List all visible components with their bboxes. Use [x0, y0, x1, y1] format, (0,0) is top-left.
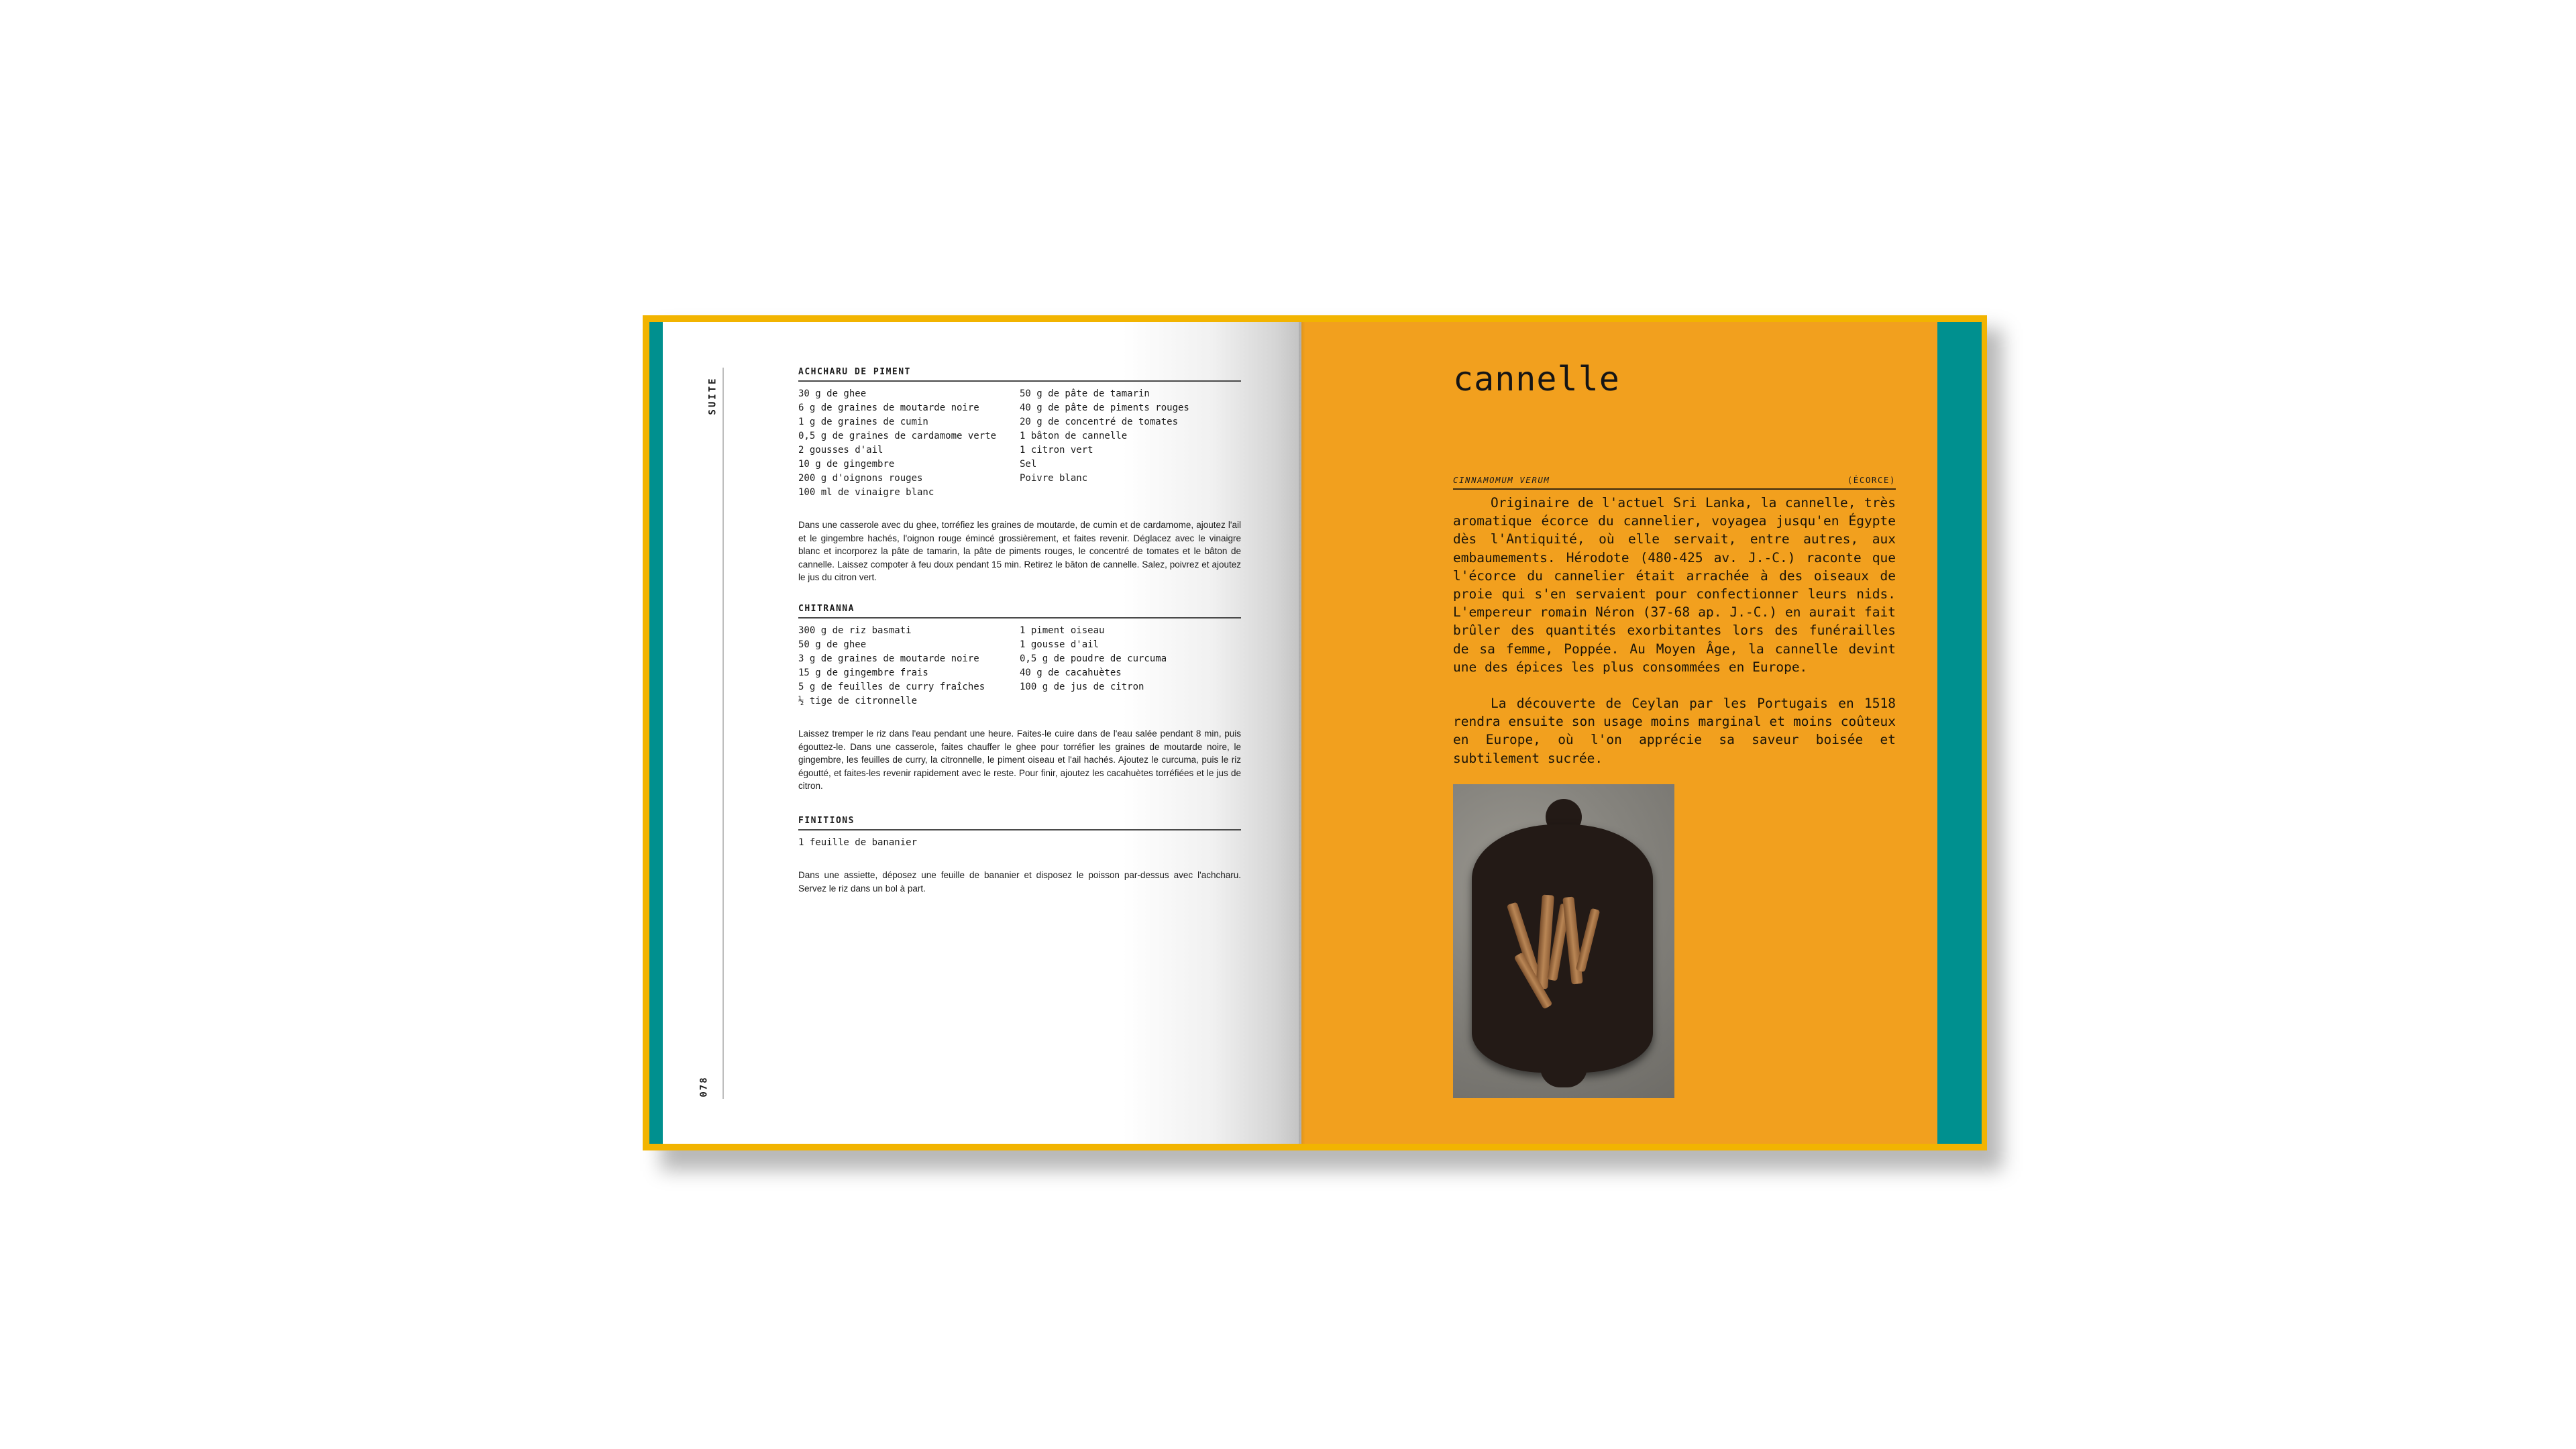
ingredient: 200 g d'oignons rouges: [798, 473, 923, 484]
description-paragraph: Originaire de l'actuel Sri Lanka, la cannelle, très aromatique écorce du cannelier, voyagea jusqu'en Égypte dès l'Antiquité, où elle servait, entre autres, aux embaumements. Hérodote (480-425 av. J.-C.) raconte que l'écorce du cannelier était arrachée à des oiseaux de proie qui s'en servaient pour confectionner leurs nids. L'empereur romain Néron (37-68 ap. J.-C.) en aurait fait brûler des quantités exorbitantes lors des funérailles de sa femme, Poppée. Au Moyen Âge, la cannelle devint une des épices les plus consommées en Europe.: [1453, 495, 1896, 675]
ingredient: 100 g de jus de citron: [1020, 682, 1144, 692]
plant-part: (ÉCORCE): [1847, 475, 1896, 485]
cinnamon-photo: [1453, 784, 1674, 1098]
ingredient: 1 gousse d'ail: [1020, 639, 1099, 650]
ingredient: 300 g de riz basmati: [798, 625, 912, 636]
ingredient: 100 ml de vinaigre blanc: [798, 487, 934, 498]
ingredient-column: [798, 624, 1020, 708]
ingredient: 2 gousses d'ail: [798, 445, 883, 455]
page-number: [694, 1073, 723, 1100]
ingredient: 15 g de gingembre frais: [798, 667, 928, 678]
ingredient-list: [798, 387, 1241, 500]
recipe-section-chitranna: [798, 604, 1241, 793]
ingredient: 0,5 g de graines de cardamome verte: [798, 431, 997, 441]
ingredient-column: [1020, 387, 1241, 500]
ingredient: 1 g de graines de cumin: [798, 417, 928, 427]
ingredient-column: [798, 836, 1026, 850]
ingredient: 50 g de ghee: [798, 639, 867, 650]
ingredient: 5 g de feuilles de curry fraîches: [798, 682, 985, 692]
recipe-instructions: Dans une assiette, déposez une feuille de bananier et disposez le poisson par-dessus avec l'achcharu. Servez le riz dans un bol à part.: [798, 870, 1241, 894]
ingredient-column: [1020, 624, 1241, 708]
right-cover-edge: [1937, 322, 1982, 1144]
ingredient: 50 g de pâte de tamarin: [1020, 388, 1150, 399]
board-handle: [1540, 1054, 1587, 1087]
description-paragraph: La découverte de Ceylan par les Portugais en 1518 rendra ensuite son usage moins marginal et moins coûteux en Europe, où l'on apprécie sa saveur boisée et subtilement sucrée.: [1453, 696, 1896, 766]
ingredient: ½ tige de citronnelle: [798, 696, 918, 706]
running-head-text: SUITE: [707, 376, 718, 415]
ingredient: 1 citron vert: [1020, 445, 1093, 455]
section-title: ACHCHARU DE PIMENT: [798, 367, 1241, 382]
spice-title: cannelle: [1453, 360, 1620, 398]
spice-description: [1453, 494, 1896, 786]
ingredient: 6 g de graines de moutarde noire: [798, 402, 979, 413]
ingredient: 0,5 g de poudre de curcuma: [1020, 653, 1167, 664]
ingredient-list: [798, 624, 1241, 708]
margin-rule: [722, 368, 724, 1099]
section-title: FINITIONS: [798, 816, 1241, 830]
recipe-section-achcharu: [798, 367, 1241, 584]
ingredient: 20 g de concentré de tomates: [1020, 417, 1179, 427]
ingredient: 10 g de gingembre: [798, 459, 895, 470]
book-gutter: [1299, 322, 1305, 1144]
recipe-section-finitions: [798, 816, 1241, 895]
ingredient: 1 feuille de bananier: [798, 837, 918, 848]
ingredient: 1 piment oiseau: [1020, 625, 1105, 636]
ingredient: 40 g de cacahuètes: [1020, 667, 1122, 678]
botanical-row: [1453, 475, 1896, 490]
recipe-instructions: Laissez tremper le riz dans l'eau pendant une heure. Faites-le cuire dans de l'eau salée pendant 8 min, puis égouttez-le. Dans une casserole, faites chauffer le ghee pour torréfier les graines de moutarde noire, le gingembre, les feuilles de curry, la citronnelle, le piment oiseau et l'ail hachés. Ajoutez le curcuma, puis le riz égoutté, et faites-les revenir rapidement avec le reste. Pour finir, ajoutez les cacahuètes torréfiées et le jus de citron.: [798, 729, 1241, 791]
ingredient: 3 g de graines de moutarde noire: [798, 653, 979, 664]
ingredient: 40 g de pâte de piments rouges: [1020, 402, 1189, 413]
ingredient: Sel: [1020, 459, 1037, 470]
ingredient: 1 bâton de cannelle: [1020, 431, 1128, 441]
page-number-text: 078: [698, 1076, 710, 1097]
ingredient: 30 g de ghee: [798, 388, 867, 399]
ingredient: Poivre blanc: [1020, 473, 1088, 484]
ingredient-column: [798, 387, 1020, 500]
section-title: CHITRANNA: [798, 604, 1241, 619]
running-head: [694, 374, 723, 415]
latin-name: CINNAMOMUM VERUM: [1453, 475, 1550, 485]
recipe-instructions: Dans une casserole avec du ghee, torréfiez les graines de moutarde, de cumin et de cardamome, ajoutez l'ail et le gingembre hachés, l'oignon rouge émincé grossièrement, et faites revenir. Déglacez avec le vinaigre blanc et incorporez la pâte de tamarin, la pâte de piments rouges, le concentré de tomates et le bâton de cannelle. Laissez compoter à feu doux pendant 15 min. Retirez le bâton de cannelle. Salez, poivrez et ajoutez le jus du citron vert.: [798, 520, 1241, 582]
ingredient-list: [798, 836, 1241, 850]
left-cover-edge: [649, 322, 663, 1144]
